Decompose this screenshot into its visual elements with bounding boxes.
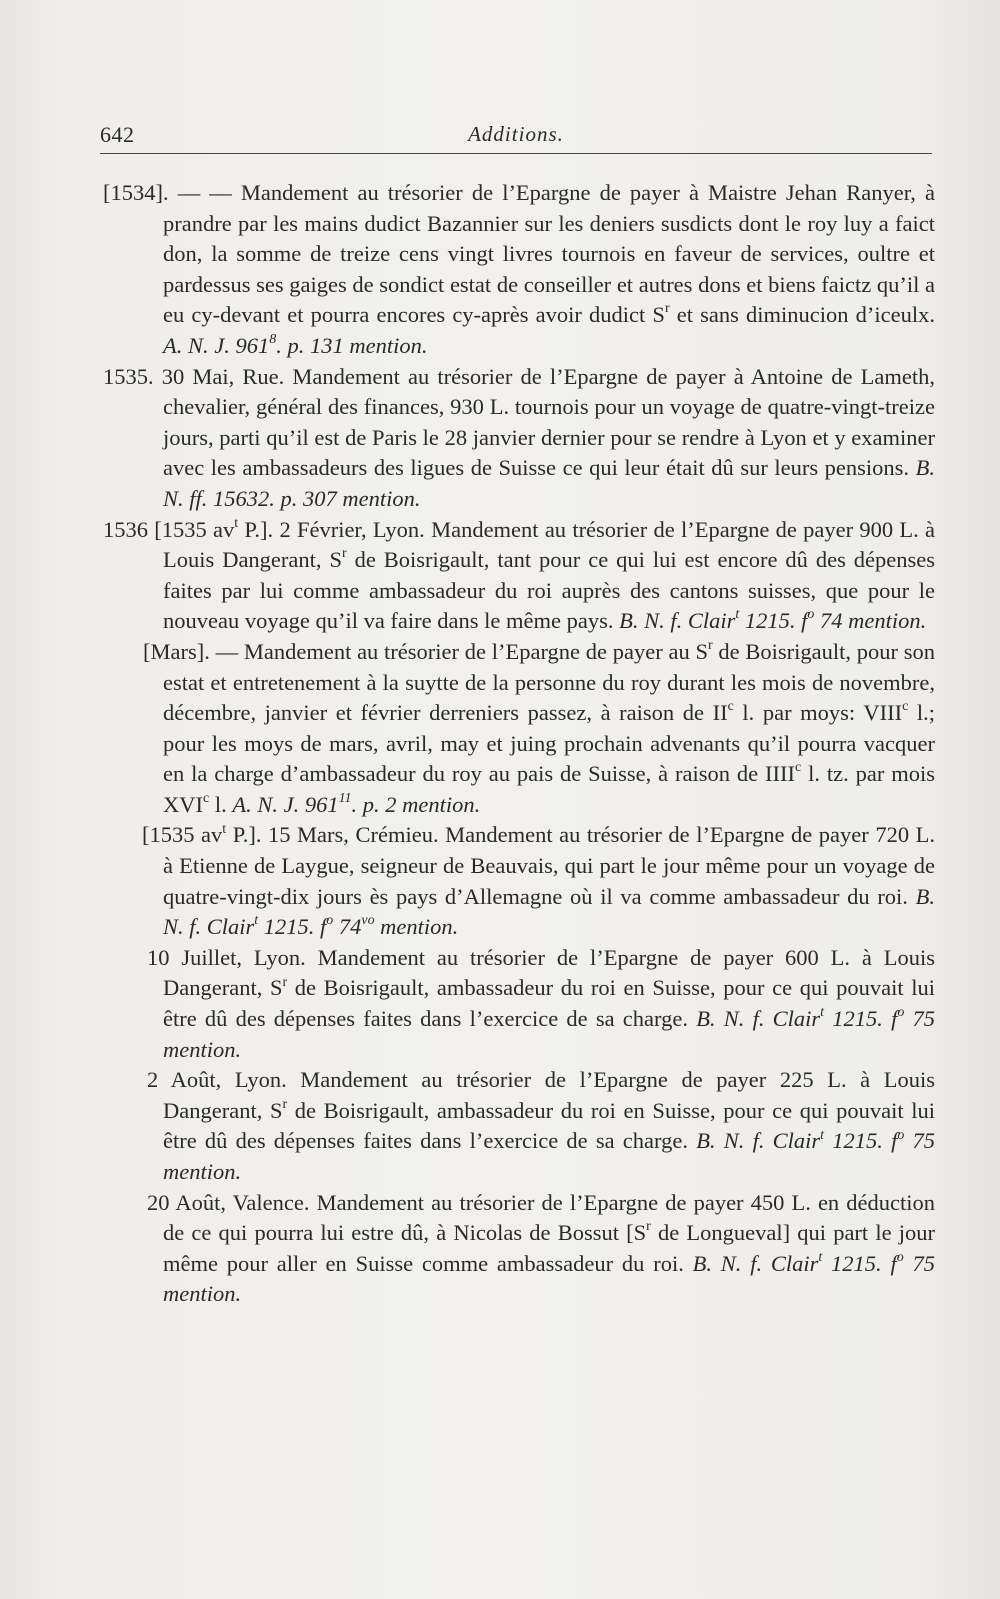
- superscript: c: [795, 760, 802, 776]
- superscript: c: [902, 699, 909, 715]
- entry-reference: B. N. ff. 15632. p. 307 mention.: [163, 455, 935, 511]
- reference-text: . p. 131 mention.: [276, 332, 428, 358]
- reference-text: B. N. f. Clair: [696, 1006, 821, 1032]
- reference-text: 75 mention.: [163, 1250, 935, 1307]
- date-text: P.]. 15 Mars, Crémieu.: [226, 822, 446, 848]
- entry-date: 10 Juillet, Lyon.: [147, 944, 318, 970]
- reference-text: 74 mention.: [814, 608, 927, 634]
- entry-1534-ranyer: [103, 178, 935, 362]
- entry-text: l.; pour les moys de mars, avril, may et juing prochain advenants qu’il pourra vacquer en la charge d’ambassadeur du roy au pais de Suisse, à raison de IIII: [163, 700, 936, 787]
- superscript: o: [326, 913, 334, 929]
- entry-text: Mandement au trésorier de l’Epargne de payer au S: [243, 638, 708, 664]
- superscript: t: [222, 821, 227, 837]
- superscript: o: [807, 607, 815, 623]
- entry-text: l. tz. par mois XVI: [163, 761, 935, 817]
- running-head: Additions.: [468, 122, 564, 146]
- page-number: 642: [100, 122, 135, 147]
- entry-text: Mandement au trésorier de l’Epargne de payer à Maistre Jehan Ranyer, à prandre par les mains dudict Bazannier sur les deniers susdicts dont le roy luy a faict don, la somme de treize cens vingt livres tournois en faveur de services, oultre et pardessus ses gaiges de sondict estat de conseiller et autres dons et biens faictz qu’il a eu cy-devant et pourra encores cy-après avoir dudict S: [163, 180, 935, 328]
- entry-text: de Boisrigault, ambassadeur du roi en Suisse, pour ce qui pouvait lui être dû des dépenses faites dans l’exercice de sa charge.: [163, 975, 935, 1032]
- entry-text: de Boisrigault, pour son estat et entretenement à la suytte de la personne du roy durant les mois de novembre, décembre, janvier et février derreniers passez, à raison de II: [163, 638, 936, 726]
- superscript: t: [254, 913, 259, 929]
- reference-text: 1215. f: [824, 1128, 898, 1154]
- entry-text: de Boisrigault, tant pour ce qui lui est encore dû des dépenses faites par lui comme ambassadeur du roi auprès des cantons suisses, que pour le nouveau voyage qu’il va faire dans le même pays.: [163, 547, 936, 634]
- reference-text: 75 mention.: [163, 1006, 935, 1062]
- reference-text: 1215. f: [739, 608, 808, 634]
- reference-text: A. N. J. 961: [232, 791, 339, 817]
- reference-text: B. N. f. Clair: [692, 1250, 819, 1276]
- entry-text: l.: [209, 791, 233, 817]
- reference-text: mention.: [374, 914, 459, 940]
- superscript: r: [646, 1219, 651, 1235]
- superscript: t: [820, 1005, 825, 1021]
- entry-text: Mandement au trésorier de l’Epargne de payer 900 L. à Louis Dangerant, S: [163, 516, 935, 573]
- entry-date: 2 Août, Lyon.: [147, 1067, 301, 1093]
- reference-text: . p. 2 mention.: [351, 791, 481, 817]
- entry-aout-dangerant: [103, 1065, 935, 1187]
- page-header: [100, 120, 932, 150]
- entry-text: de Boisrigault, ambassadeur du roi en Suisse, pour ce qui pouvait lui être dû des dépenses faites dans l’exercice de sa charge.: [163, 1097, 935, 1154]
- reference-text: 74: [333, 914, 362, 940]
- superscript: o: [897, 1005, 905, 1021]
- superscript: c: [727, 699, 734, 715]
- entry-text: l. par moys: VIII: [733, 700, 903, 726]
- superscript: c: [203, 790, 210, 806]
- entry-text: Mandement au trésorier de l’Epargne de payer 720 L. à Etienne de Laygue, seigneur de Beauvais, qui part le jour même pour un voyage de quatre-vingt-dix jours ès pays d’Allemagne où il va comme ambassadeur du roi.: [163, 822, 935, 909]
- reference-text: B. N. f. Clair: [163, 883, 935, 940]
- superscript: r: [282, 974, 288, 990]
- entry-text: Mandement au trésorier de l’Epargne de payer 225 L. à Louis Dangerant, S: [163, 1067, 935, 1123]
- entry-mars-boisrigault: [103, 637, 935, 821]
- entry-date: [1534]. — —: [103, 180, 241, 205]
- reference-text: B. N. f. Clair: [619, 608, 736, 634]
- entry-1535-lameth: [103, 362, 935, 515]
- superscript: t: [234, 515, 239, 531]
- superscript: o: [896, 1249, 904, 1265]
- entry-reference: [619, 608, 926, 633]
- entry-date: [142, 822, 445, 847]
- entry-text: de Longueval] qui part le jour même pour aller en Suisse comme ambassadeur du roi.: [163, 1220, 935, 1276]
- entry-text: Mandement au trésorier de l’Epargne de payer 600 L. à Louis Dangerant, S: [163, 944, 935, 1001]
- entry-1536-dangerant: [103, 515, 935, 637]
- entry-date: 20 Août, Valence.: [147, 1189, 317, 1215]
- superscript: t: [735, 607, 740, 623]
- superscript: 11: [338, 790, 352, 806]
- date-text: [1535 av: [142, 822, 223, 848]
- reference-text: B. N. f. Clair: [696, 1128, 821, 1154]
- superscript: r: [342, 546, 347, 562]
- superscript: o: [897, 1127, 905, 1143]
- entry-reference: [163, 333, 427, 358]
- reference-text: A. N. J. 961: [163, 332, 270, 358]
- superscript: r: [664, 301, 670, 317]
- entry-date: 1535. 30 Mai, Rue.: [103, 363, 293, 389]
- superscript: 8: [269, 332, 277, 348]
- header-rule: [100, 153, 932, 154]
- reference-text: 75 mention.: [163, 1128, 935, 1184]
- date-text: P.]. 2 Février, Lyon.: [238, 516, 432, 542]
- reference-text: 1215. f: [822, 1250, 897, 1276]
- entry-juillet-dangerant: [103, 943, 935, 1065]
- reference-text: 1215. f: [258, 914, 327, 940]
- entry-text: Mandement au trésorier de l’Epargne de payer 450 L. en déduction de ce qui pourra lui estre dû, à Nicolas de Bossut [S: [163, 1189, 936, 1246]
- entry-aout-bossut: [103, 1188, 935, 1310]
- entry-text: Mandement au trésorier de l’Epargne de payer à Antoine de Lameth, chevalier, général des finances, 930 L. tournois pour un voyage de quatre-vingt-treize jours, parti qu’il est de Paris le 28 janvier dernier pour se rendre à Lyon et y examiner avec les ambassadeurs des ligues de Suisse ce qui leur était dû sur leurs pensions.: [163, 363, 935, 481]
- entry-mars-laygue: [103, 820, 935, 942]
- entry-date: [103, 517, 431, 542]
- reference-text: 1215. f: [824, 1006, 898, 1032]
- superscript: r: [282, 1096, 288, 1112]
- superscript: vo: [361, 913, 375, 929]
- entry-date: [Mars]. —: [143, 638, 244, 664]
- date-text: 1536 [1535 av: [103, 516, 235, 542]
- entry-text: et sans diminucion d’iceulx.: [669, 302, 936, 328]
- superscript: t: [818, 1249, 823, 1265]
- page-body: [103, 178, 935, 1310]
- superscript: r: [708, 638, 713, 654]
- entry-reference: [232, 792, 480, 817]
- superscript: t: [820, 1127, 825, 1143]
